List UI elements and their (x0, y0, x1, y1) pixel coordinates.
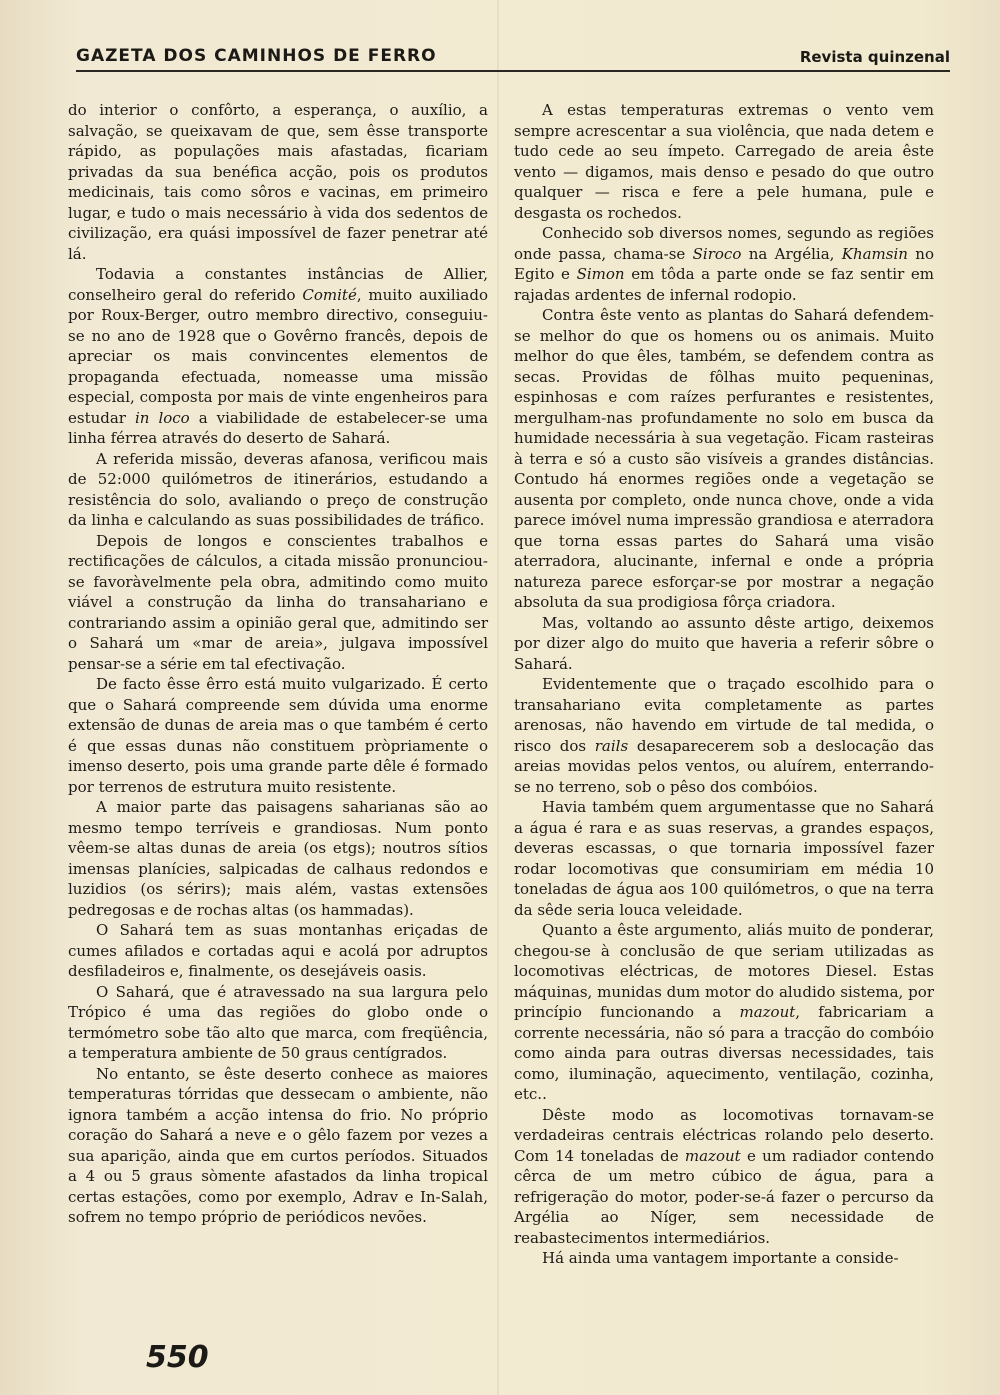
paragraph: Havia também quem argumentasse que no Sahará a água é rara e as suas reservas, a grandes espaços, deveras escassas, o que tornaria impossível fazer rodar locomotivas que consumiriam em média 10 toneladas de água aos 100 quilómetros, o que na terra da sêde seria louca veleidade. (514, 798, 934, 919)
running-header (76, 36, 950, 72)
paragraph: Contra êste vento as plantas do Sahará defendem-se melhor do que os homens ou os animais. Muito melhor do que êles, também, se defendem contra as secas. Providas de fôlhas muito pequeninas, espinhosas e com raízes perfurantes e resistentes, mergulham-nas profundamente no solo em busca da humidade necessária à sua vegetação. Ficam rasteiras à terra e só a custo são visíveis a grandes distâncias. Contudo há enormes regiões onde a vegetação se ausenta por completo, onde nunca chove, onde a vida parece imóvel numa impressão grandiosa e aterradora que torna essas partes do Sahará uma visão aterradora, alucinante, infernal e onde a própria natureza parece esforçar-se por mostrar a negação absoluta da sua prodigiosa fôrça criadora. (514, 306, 934, 611)
paragraph: Dêste modo as locomotivas tornavam-se verdadeiras centrais eléctricas rolando pelo deserto. Com 14 toneladas de mazout e um radiador contendo cêrca de um metro cúbico de água, para a refrigeração do motor, poder-se-á fazer o percurso da Argélia ao Níger, sem necessidade de reabastecimentos intermediários. (514, 1105, 934, 1247)
journal-title: GAZETA DOS CAMINHOS DE FERRO (76, 46, 437, 66)
paragraph: A estas temperaturas extremas o vento vem sempre acrescentar a sua violência, que nada detem e tudo cede ao seu ímpeto. Carregado de areia êste vento — digamos, mais denso e pesado do que outro qualquer — risca e fere a pele humana, pule e desgasta os rochedos. (514, 101, 934, 222)
journal-subtitle: Revista quinzenal (799, 48, 950, 66)
paragraph: A referida missão, deveras afanosa, verificou mais de 52:000 quilómetros de itinerários, estudando a resistência do solo, avaliando o preço de construção da linha e calculando as suas possibilidades de tráfico. (68, 449, 488, 529)
paragraph: O Sahará tem as suas montanhas eriçadas de cumes afilados e cortadas aqui e acolá por adruptos desfiladeiros e, finalmente, os desejáveis oasis. (68, 921, 488, 980)
paragraph: Todavia a constantes instâncias de Allier, conselheiro geral do referido Comité, muito auxiliado por Roux-Berger, outro membro directivo, conseguiu-se no ano de 1928 que o Govêrno francês, depois de apreciar os mais convincentes elementos de propaganda efectuada, nomeasse uma missão especial, composta por mais de vinte engenheiros para estudar in loco a viabilidade de estabelecer-se uma linha férrea através do deserto de Sahará. (68, 265, 489, 447)
paragraph: O Sahará, que é atravessado na sua largura pelo Trópico é uma das regiões do globo onde o termómetro sobe tão alto que marca, com freqüência, a temperatura ambiente de 50 graus centígrados. (68, 982, 488, 1062)
paragraph: De facto êsse êrro está muito vulgarizado. É certo que o Sahará compreende sem dúvida uma enorme extensão de dunas de areia mas o que também é certo é que essas dunas não constituem pròpriamente o imenso deserto, pois uma grande parte dêle é formado por terrenos de estrutura muito resistente. (68, 675, 488, 796)
paragraph: Evidentemente que o traçado escolhido para o transahariano evita completamente as partes arenosas, não havendo em virtude de tal medida, o risco dos rails desaparecerem sob a deslocação das areias movidas pelos ventos, ou aluírem, enterrando-se no terreno, sob o pêso dos combóios. (514, 675, 934, 796)
paragraph: do interior o confôrto, a esperança, o auxílio, a salvação, se queixavam de que, sem êsse transporte rápido, as populações mais afastadas, ficariam privadas da sua benéfica acção, pois os produtos medicinais, tais como sôros e vacinas, em primeiro lugar, e tudo o mais necessário à vida dos sedentos de civilização, era quási impossível de fazer penetrar até lá. (68, 101, 488, 263)
paragraph: Conhecido sob diversos nomes, segundo as regiões onde passa, chama-se Siroco na Argélia, Khamsin no Egito e Simon em tôda a parte onde se faz sentir em rajadas ardentes de infernal rodopio. (514, 224, 935, 304)
paragraph: Há ainda uma vantagem importante a conside- (542, 1249, 899, 1267)
paragraph: No entanto, se êste deserto conhece as maiores temperaturas tórridas que dessecam o ambiente, não ignora também a acção intensa do frio. No próprio coração do Sahará a neve e o gêlo fazem por vezes a sua aparição, ainda que em curtos períodos. Situados a 4 ou 5 graus sòmente afastados da linha tropical certas estações, como por exemplo, Adrav e In-Salah, sofrem no tempo próprio de periódicos nevões. (68, 1064, 488, 1226)
page-fold (497, 0, 499, 1395)
paragraph: Mas, voltando ao assunto dêste artigo, deixemos por dizer algo do muito que haveria a referir sôbre o Sahará. (514, 613, 934, 673)
right-column (514, 100, 934, 1269)
left-column (68, 100, 488, 1228)
page-number: 550 (146, 1340, 209, 1375)
paragraph: Quanto a êste argumento, aliás muito de ponderar, chegou-se à conclusão de que seriam utilizadas as locomotivas eléctricas, de motores Diesel. Estas máquinas, munidas dum motor do aludido sistema, por princípio funcionando a mazout, fabricariam a corrente necessária, não só para a tracção do combóio como ainda para outras diversas necessidades, tais como, iluminação, aquecimento, ventilação, cozinha, etc.. (514, 921, 934, 1103)
paragraph: A maior parte das paisagens saharianas são ao mesmo tempo terríveis e grandiosas. Num ponto vêem-se altas dunas de areia (os etgs); noutros sítios imensas planícies, salpicadas de calhaus redondos e luzidios (os sérirs); mais além, vastas extensões pedregosas e de rochas altas (os hammadas). (68, 798, 488, 919)
paragraph: Depois de longos e conscientes trabalhos e rectificações de cálculos, a citada missão pronunciou-se favoràvelmente pela obra, admitindo como muito viável a construção da linha do transahariano e contrariando assim a opinião geral que, admitindo ser o Sahará um «mar de areia», julgava impossível pensar-se a série em tal efectivação. (68, 531, 488, 673)
